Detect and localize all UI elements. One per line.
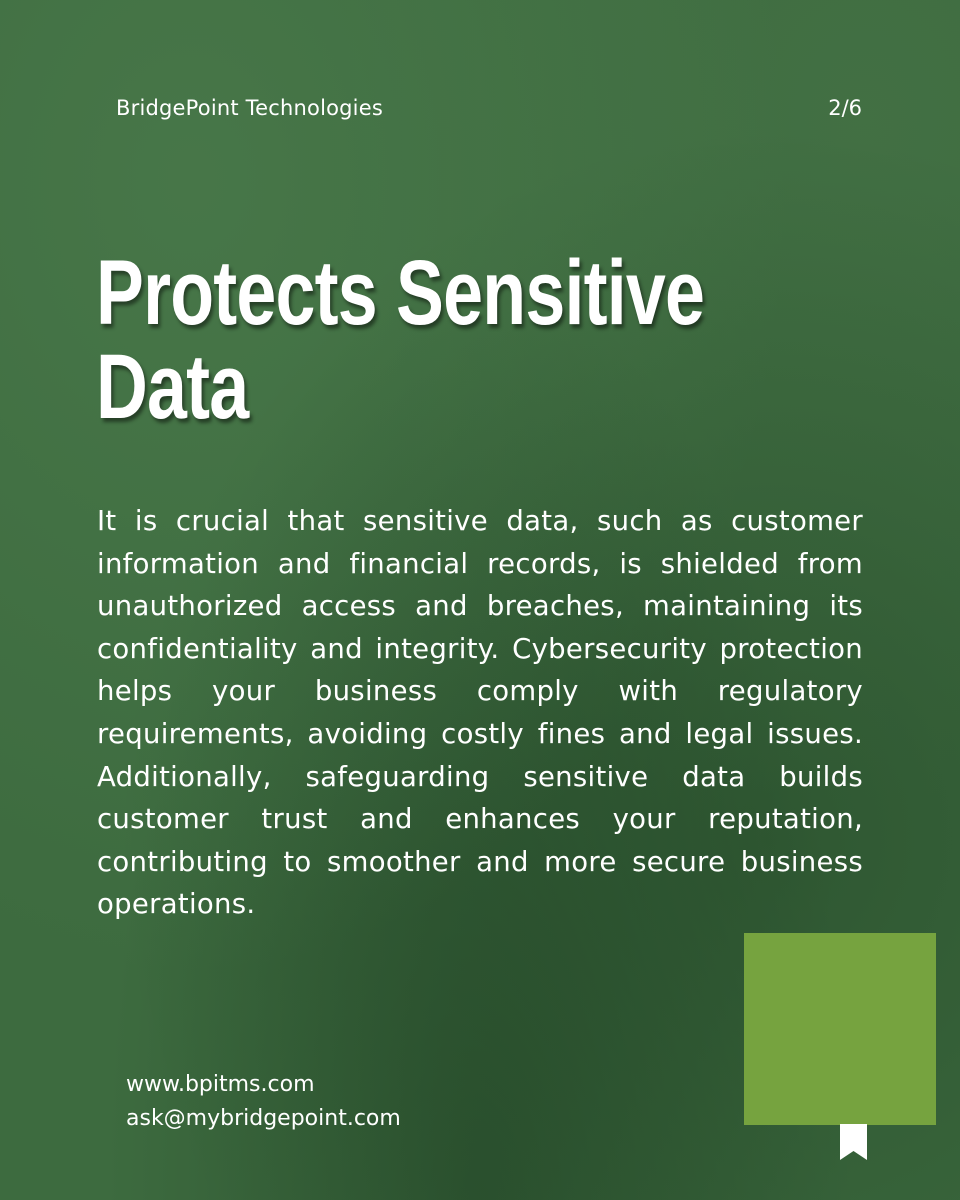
slide-title — [96, 242, 876, 438]
bookmark-icon[interactable] — [840, 1124, 867, 1160]
brand-name: BridgePoint Technologies — [116, 96, 383, 120]
page-indicator: 2/6 — [828, 96, 862, 120]
website-link[interactable]: www.bpitms.com — [126, 1072, 315, 1097]
slide-title-line-1: Protects Sensitive — [96, 242, 705, 344]
body-paragraph: It is crucial that sensitive data, such as customer information and financial records, is shielded from unauthorized access and breaches, maintaining its confidentiality and integrity. Cybersecurity protection helps your business comply with regulatory requirements, avoiding costly fines and legal issues. Additionally, safeguarding sensitive data builds customer trust and enhances your reputation, contributing to smoother and more secure business operations. — [97, 505, 863, 921]
accent-square — [744, 933, 936, 1125]
slide-title-line-2: Data — [96, 336, 249, 438]
contact-info — [126, 1068, 401, 1136]
email-link[interactable]: ask@mybridgepoint.com — [126, 1106, 401, 1131]
